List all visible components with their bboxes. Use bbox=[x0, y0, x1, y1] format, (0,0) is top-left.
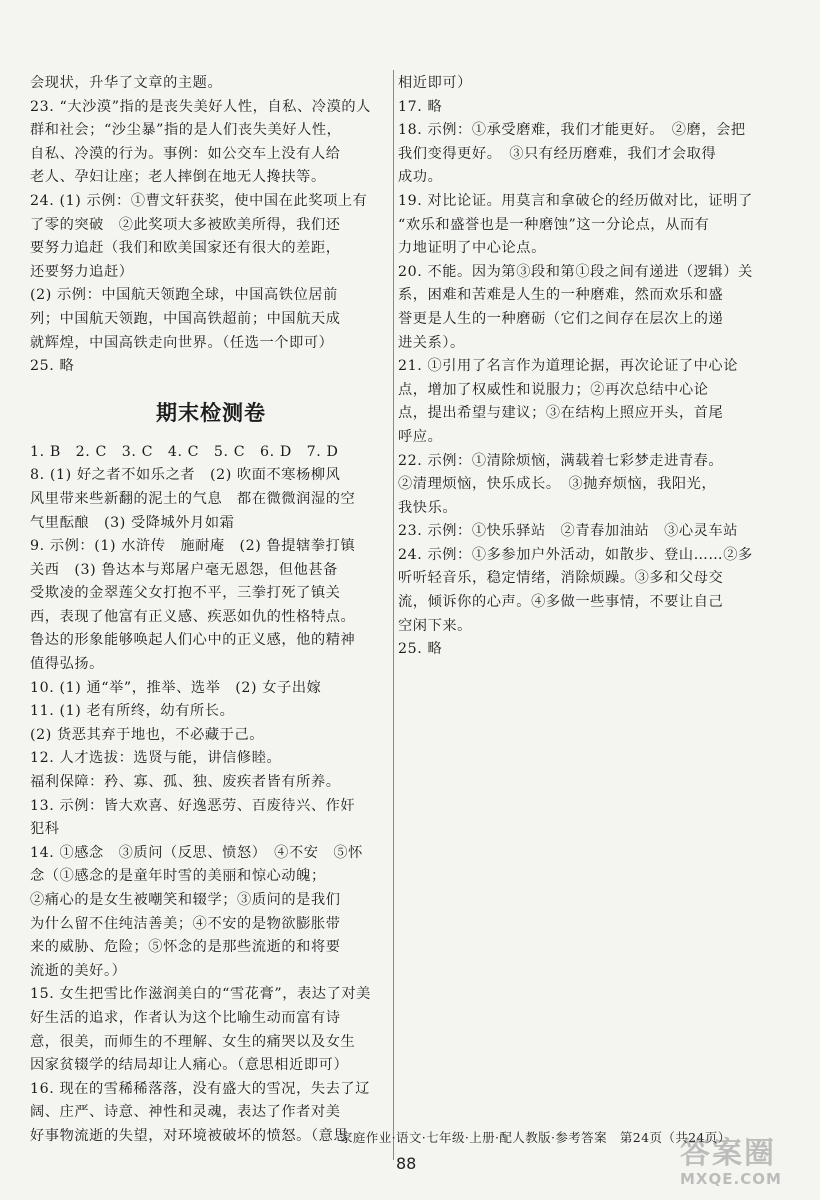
answer-line: 系，困难和苦难是人生的一种磨难，然而欢乐和盛 bbox=[398, 287, 724, 304]
answer-line: 犯科 bbox=[30, 821, 60, 838]
answer-line: 22. 示例：①清除烦恼，满载着七彩梦走进青春。 bbox=[398, 452, 724, 469]
answer-line: 14. ①感念 ③质问（反思、愤怒） ④不安 ⑤怀 bbox=[30, 844, 363, 861]
answer-line: 10. (1) 通“举”，推举、选举 (2) 女子出嫁 bbox=[30, 679, 322, 696]
answer-line: “欢乐和盛誉也是一种磨蚀”这一分论点，从而有 bbox=[398, 216, 710, 233]
left-answers-bottom bbox=[30, 441, 392, 1149]
answer-line: 点，增加了权威性和说服力；②再次总结中心论 bbox=[398, 381, 709, 398]
answer-line: 要努力追赶（我们和欧美国家还有很大的差距， bbox=[30, 240, 341, 257]
answer-line: 25. 略 bbox=[30, 358, 75, 375]
answer-line: 21. ①引用了名言作为道理论据，再次论证了中心论 bbox=[398, 358, 739, 375]
answer-line: (2) 示例：中国航天领跑全球，中国高铁位居前 bbox=[30, 287, 338, 304]
answer-line: 念（①感念的是童年时雪的美丽和惊心动魄； bbox=[30, 868, 326, 885]
right-answers bbox=[398, 72, 786, 662]
watermark-url: MXQE.COM bbox=[680, 1170, 782, 1188]
left-column bbox=[30, 72, 392, 1149]
answer-line: 自私、冷漠的行为。事例：如公交车上没有人给 bbox=[30, 145, 341, 162]
answer-line: 空闲下来。 bbox=[398, 617, 472, 634]
answer-line: (2) 货恶其弃于地也，不必藏于己。 bbox=[30, 726, 265, 743]
answer-line: 8. (1) 好之者不如乐之者 (2) 吹面不寒杨柳风 bbox=[30, 467, 341, 484]
answer-line: 来的威胁、危险；⑤怀念的是那些流逝的和将要 bbox=[30, 939, 341, 956]
running-footer: 家庭作业·语文·七年级·上册·配人教版·参考答案 第24页（共24页） bbox=[340, 1130, 731, 1145]
watermark-logo-text: 答案圈 bbox=[680, 1136, 776, 1171]
watermark-logo bbox=[680, 1138, 808, 1194]
answer-line: 福利保障：矜、寡、孤、独、废疾者皆有所养。 bbox=[30, 774, 341, 791]
answer-line: 誉更是人生的一种磨砺（它们之间存在层次上的递 bbox=[398, 310, 724, 327]
right-column bbox=[398, 72, 786, 662]
answer-line: 9. 示例：(1) 水浒传 施耐庵 (2) 鲁提辖拳打镇 bbox=[30, 538, 356, 555]
section-title: 期末检测卷 bbox=[156, 400, 266, 425]
answer-line: 为什么留不住纯洁善美；④不安的是物欲膨胀带 bbox=[30, 915, 341, 932]
answer-line: 还要努力追赶） bbox=[30, 263, 134, 280]
answer-line: 老人、孕妇让座；老人摔倒在地无人搀扶等。 bbox=[30, 169, 326, 186]
answer-line: 风里带来些新翻的泥土的气息 都在微微润湿的空 bbox=[30, 490, 356, 507]
answer-line: 25. 略 bbox=[398, 641, 443, 658]
answer-line: 我们变得更好。 ③只有经历磨难，我们才会取得 bbox=[398, 145, 717, 162]
answer-line: 11. (1) 老有所终，幼有所长。 bbox=[30, 703, 235, 720]
answer-line: 力地证明了中心论点。 bbox=[398, 240, 546, 257]
answer-line: 12. 人才选拔：选贤与能，讲信修睦。 bbox=[30, 750, 282, 767]
left-answers-top bbox=[30, 72, 392, 379]
answer-line: 好事物流逝的失望，对环境被破坏的愤怒。（意思 bbox=[30, 1127, 349, 1144]
answer-line: 1. B 2. C 3. C 4. C 5. C 6. D 7. D bbox=[30, 443, 339, 460]
answer-line: 24. (1) 示例：①曹文轩获奖，使中国在此奖项上有 bbox=[30, 192, 368, 209]
answer-line: 关西 (3) 鲁达本与郑屠户毫无恩怨，但他甚备 bbox=[30, 561, 338, 578]
answer-line: 值得弘扬。 bbox=[30, 656, 104, 673]
answer-line: 23. 示例：①快乐驿站 ②青春加油站 ③心灵车站 bbox=[398, 523, 739, 540]
answer-line: 点，提出希望与建议；③在结构上照应开头，首尾 bbox=[398, 405, 724, 422]
answer-line: 成功。 bbox=[398, 169, 443, 186]
answer-line: 意，很美，而师生的不理解、女生的痛哭以及女生 bbox=[30, 1033, 356, 1050]
page-number: 88 bbox=[396, 1154, 417, 1173]
answer-line: 我快乐。 bbox=[398, 499, 458, 516]
answer-line: 群和社会；“沙尘暴”指的是人们丧失美好人性， bbox=[30, 122, 342, 139]
answer-line: 呼应。 bbox=[398, 428, 443, 445]
answer-line: 17. 略 bbox=[398, 98, 443, 115]
answer-line: 会现状，升华了文章的主题。 bbox=[30, 75, 223, 91]
column-divider bbox=[393, 70, 394, 1160]
answer-line: 流，倾诉你的心声。④多做一些事情，不要让自己 bbox=[398, 594, 724, 611]
answer-line: 好生活的追求，作者认为这个比喻生动而富有诗 bbox=[30, 1009, 341, 1026]
answer-line: 15. 女生把雪比作滋润美白的“雪花膏”，表达了对美 bbox=[30, 986, 371, 1003]
answer-line: 19. 对比论证。用莫言和拿破仑的经历做对比，证明了 bbox=[398, 192, 753, 209]
answer-line: 受欺凌的金翠莲父女打抱不平，三拳打死了镇关 bbox=[30, 585, 341, 602]
answer-line: 气里酝酿 (3) 受降城外月如霜 bbox=[30, 514, 235, 531]
answer-line: 阔、庄严、诗意、神性和灵魂，表达了作者对美 bbox=[30, 1104, 341, 1121]
answer-line: ②清理烦恼，快乐成长。 ③抛弃烦恼，我阳光， bbox=[398, 476, 717, 493]
answer-line: 列；中国航天领跑，中国高铁超前；中国航天成 bbox=[30, 310, 341, 327]
answer-line: 24. 示例：①多参加户外活动，如散步、登山……②多 bbox=[398, 546, 753, 563]
answer-line: 20. 不能。因为第③段和第①段之间有递进（逻辑）关 bbox=[398, 263, 753, 280]
answer-line: 西，表现了他富有正义感、疾恶如仇的性格特点。 bbox=[30, 608, 356, 625]
answer-line: 就辉煌，中国高铁走向世界。（任选一个即可） bbox=[30, 334, 334, 351]
answer-line: 听听轻音乐，稳定情绪，消除烦躁。③多和父母交 bbox=[398, 570, 724, 587]
answer-line: 13. 示例：皆大欢喜、好逸恶劳、百废待兴、作奸 bbox=[30, 797, 356, 814]
answer-line: ②痛心的是女生被嘲笑和辍学；③质问的是我们 bbox=[30, 892, 341, 908]
answer-line: 18. 示例：①承受磨难，我们才能更好。 ②磨，会把 bbox=[398, 122, 746, 139]
answer-line: 鲁达的形象能够唤起人们心中的正义感，他的精神 bbox=[30, 632, 356, 649]
answer-line: 16. 现在的雪稀稀落落，没有盛大的雪况，失去了辽 bbox=[30, 1080, 371, 1097]
answer-line: 因家贫辍学的结局却让人痛心。（意思相近即可） bbox=[30, 1057, 349, 1074]
answer-line: 23. “大沙漠”指的是丧失美好人性，自私、冷漠的人 bbox=[30, 98, 371, 115]
answer-line: 进关系）。 bbox=[398, 334, 465, 351]
answer-line: 相近即可） bbox=[398, 75, 472, 91]
answer-line: 流逝的美好。） bbox=[30, 962, 127, 979]
answer-line: 了零的突破 ②此奖项大多被欧美所得，我们还 bbox=[30, 216, 341, 233]
